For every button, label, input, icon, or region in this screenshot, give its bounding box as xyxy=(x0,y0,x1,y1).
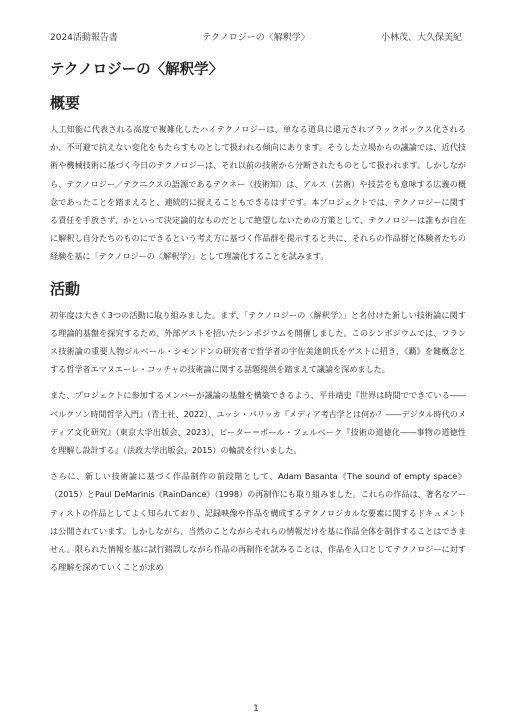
section-overview xyxy=(50,92,466,266)
main-content xyxy=(50,60,466,584)
page-number: 1 xyxy=(253,704,259,714)
header-authors: 小林茂、大久保美紀 xyxy=(380,33,462,43)
header-document-title: テクノロジーの〈解釈学〉 xyxy=(202,33,310,43)
section-heading-overview: 概要 xyxy=(50,94,81,112)
section-heading-activities: 活動 xyxy=(50,279,81,298)
header-report-name: 2024活動報告書 xyxy=(50,33,118,43)
overview-paragraph: 人工知能に代表される高度で複雑化したハイテクノロジーは、単なる道具に還元されブラックボックス化されるか、不可避で抗えない変化をもたらすものとして扱われる傾向にあります。そうした立場からの議論では、近代技術や機械技術に基づく今日のテクノロジーは、それ以前の技術から分断されたものとして扱われます。しかしながら、テクノロジー／テクニクスの語源であるテクネー（技術知）は、アルス（芸術）や技芸をも意味する広義の概念であったことを踏まえると、連続的に捉えることもできるはずです。本プロジェクトでは、テクノロジーに関する責任を手放さず、かといって決定論的なものだとして絶望しないための方策として、テクノロジーは誰もが自在に解釈し自分たちのものにできるという考え方に基づく作品群を提示すると共に、それらの作品群と体験者たちの経験を基に「テクノロジーの〈解釈学〉」として理論化することを試みます。 xyxy=(50,124,466,262)
activities-paragraph-3: さらに、新しい技術論に基づく作品制作の前段階として、Adam Basanta《The sound of empty space》（2015）とPaul DeMarinis《RainDance》（1998）の再制作にも取り組みました。これらの作品は、著名なアーティストの作品としてよく知られており、記録映像や作品を構成するテクノロジカルな要素に関するドキュメントは公開されています。しかしながら、当然のことながらそれらの情報だけを基に作品全体を制作することはできません。限られた情報を基に試行錯誤しながら作品の再制作を試みることは、作品を入口としてテクノロジーに対する理解を深めていくことが求め xyxy=(50,471,466,573)
page-title: テクノロジーの〈解釈学〉 xyxy=(50,62,224,78)
section-activities xyxy=(50,278,466,577)
activities-paragraph-2: また、プロジェクトに参加するメンバーが議論の基盤を構築できるよう、平井靖史『世界は時間でできている――ベルクソン時間哲学入門』（青土社、2022）、ユッシ・パリッカ『メディア考古学とは何か？――デジタル時代のメディア文化研究』（東京大学出版会、2023）、ピーター＝ポール・フェルベーク『技術の道徳化――事物の道徳性を理解し設計する』（法政大学出版会、2015）の輪読を行いました。 xyxy=(50,390,466,456)
activities-paragraph-1: 初年度は大きく3つの活動に取り組みました。まず、「テクノロジーの〈解釈学〉」と名付けた新しい技術論に関する理論的基盤を探究するため、外部ゲストを招いたシンポジウムを開催しました。このシンポジウムでは、フランス技術論の重要人物ジルベール・シモンドンの研究者で哲学者の宇佐美達朗氏をゲストに招き、《覇》を鍵概念とする哲学者エマヌエーレ・コッチャの技術論に関する話題提供を踏まえて議論を深めました。 xyxy=(50,309,466,375)
